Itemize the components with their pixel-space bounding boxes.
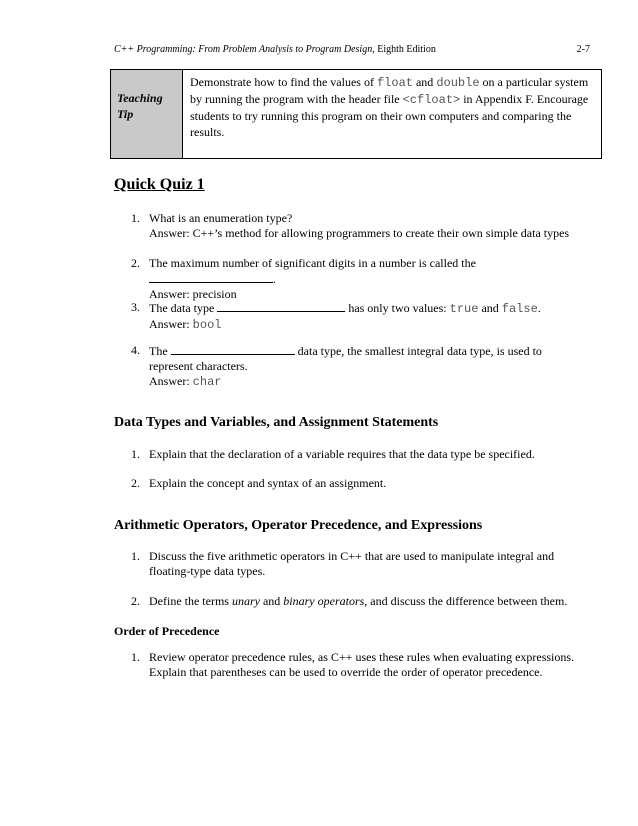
- quiz-question: The data type, the smallest integral data type, is used to represent characters.: [149, 344, 542, 373]
- teaching-tip-text: Demonstrate how to find the values of float and double on a particular system by running the program with the header file <cfloat> in Appendix F. Encourage students to try running this program on their own computers and comparing the results.: [190, 75, 589, 139]
- section-title-arithmetic: Arithmetic Operators, Operator Precedence, and Expressions: [114, 518, 483, 533]
- quick-quiz-title: Quick Quiz 1: [114, 176, 205, 193]
- quiz-item-1: 1. What is an enumeration type? Answer: C++’s method for allowing programmers to create their own simple data types: [131, 211, 601, 241]
- answer-blank: [171, 343, 295, 355]
- code-double: double: [436, 76, 480, 90]
- answer-blank: [149, 271, 273, 283]
- code-cfloat: <cfloat>: [402, 93, 461, 107]
- quiz-answer: Answer: bool: [149, 317, 222, 332]
- code-float: float: [376, 76, 413, 90]
- code-true: true: [449, 302, 479, 316]
- subsection-title-precedence: Order of Precedence: [114, 624, 220, 638]
- quiz-question: The data type has only two values: true and false.: [149, 301, 541, 316]
- quiz-answer: Answer: precision: [149, 287, 237, 301]
- quiz-item-2: 2. The maximum number of significant digits in a number is called the . Answer: precision: [131, 256, 601, 302]
- header-title: C++ Programming: From Problem Analysis to Program Design, Eighth Edition: [114, 44, 436, 55]
- precedence-item-1: 1. Review operator precedence rules, as C++ uses these rules when evaluating expressions. Explain that parentheses can be used to override the order of operator precedence.: [131, 650, 575, 679]
- quiz-item-3: 3. The data type has only two values: true and false. Answer: bool: [131, 300, 601, 333]
- teaching-tip-box: [110, 69, 602, 159]
- section-title-data-types: Data Types and Variables, and Assignment Statements: [114, 415, 439, 430]
- arithmetic-item-2: 2. Define the terms unary and binary operators, and discuss the difference between them.: [131, 594, 568, 608]
- quiz-answer: Answer: char: [149, 374, 222, 389]
- code-false: false: [501, 302, 538, 316]
- quiz-item-4: 4. The data type, the smallest integral data type, is used to represent characters. Answer: char: [131, 343, 601, 390]
- quiz-answer: Answer: C++’s method for allowing programmers to create their own simple data types: [149, 226, 570, 240]
- running-header: [114, 44, 590, 55]
- arithmetic-item-1: 1. Discuss the five arithmetic operators in C++ that are used to manipulate integral and floating-type data types.: [131, 549, 555, 578]
- answer-blank: [217, 300, 345, 312]
- data-types-item-1: 1. Explain that the declaration of a variable requires that the data type be specified.: [131, 447, 535, 461]
- quiz-question: What is an enumeration type?: [149, 211, 293, 225]
- teaching-tip-label: Teaching Tip: [111, 70, 183, 158]
- quiz-question: The maximum number of significant digits in a number is called the: [149, 256, 476, 270]
- data-types-item-2: 2. Explain the concept and syntax of an assignment.: [131, 476, 387, 490]
- page-number: 2-7: [576, 44, 590, 55]
